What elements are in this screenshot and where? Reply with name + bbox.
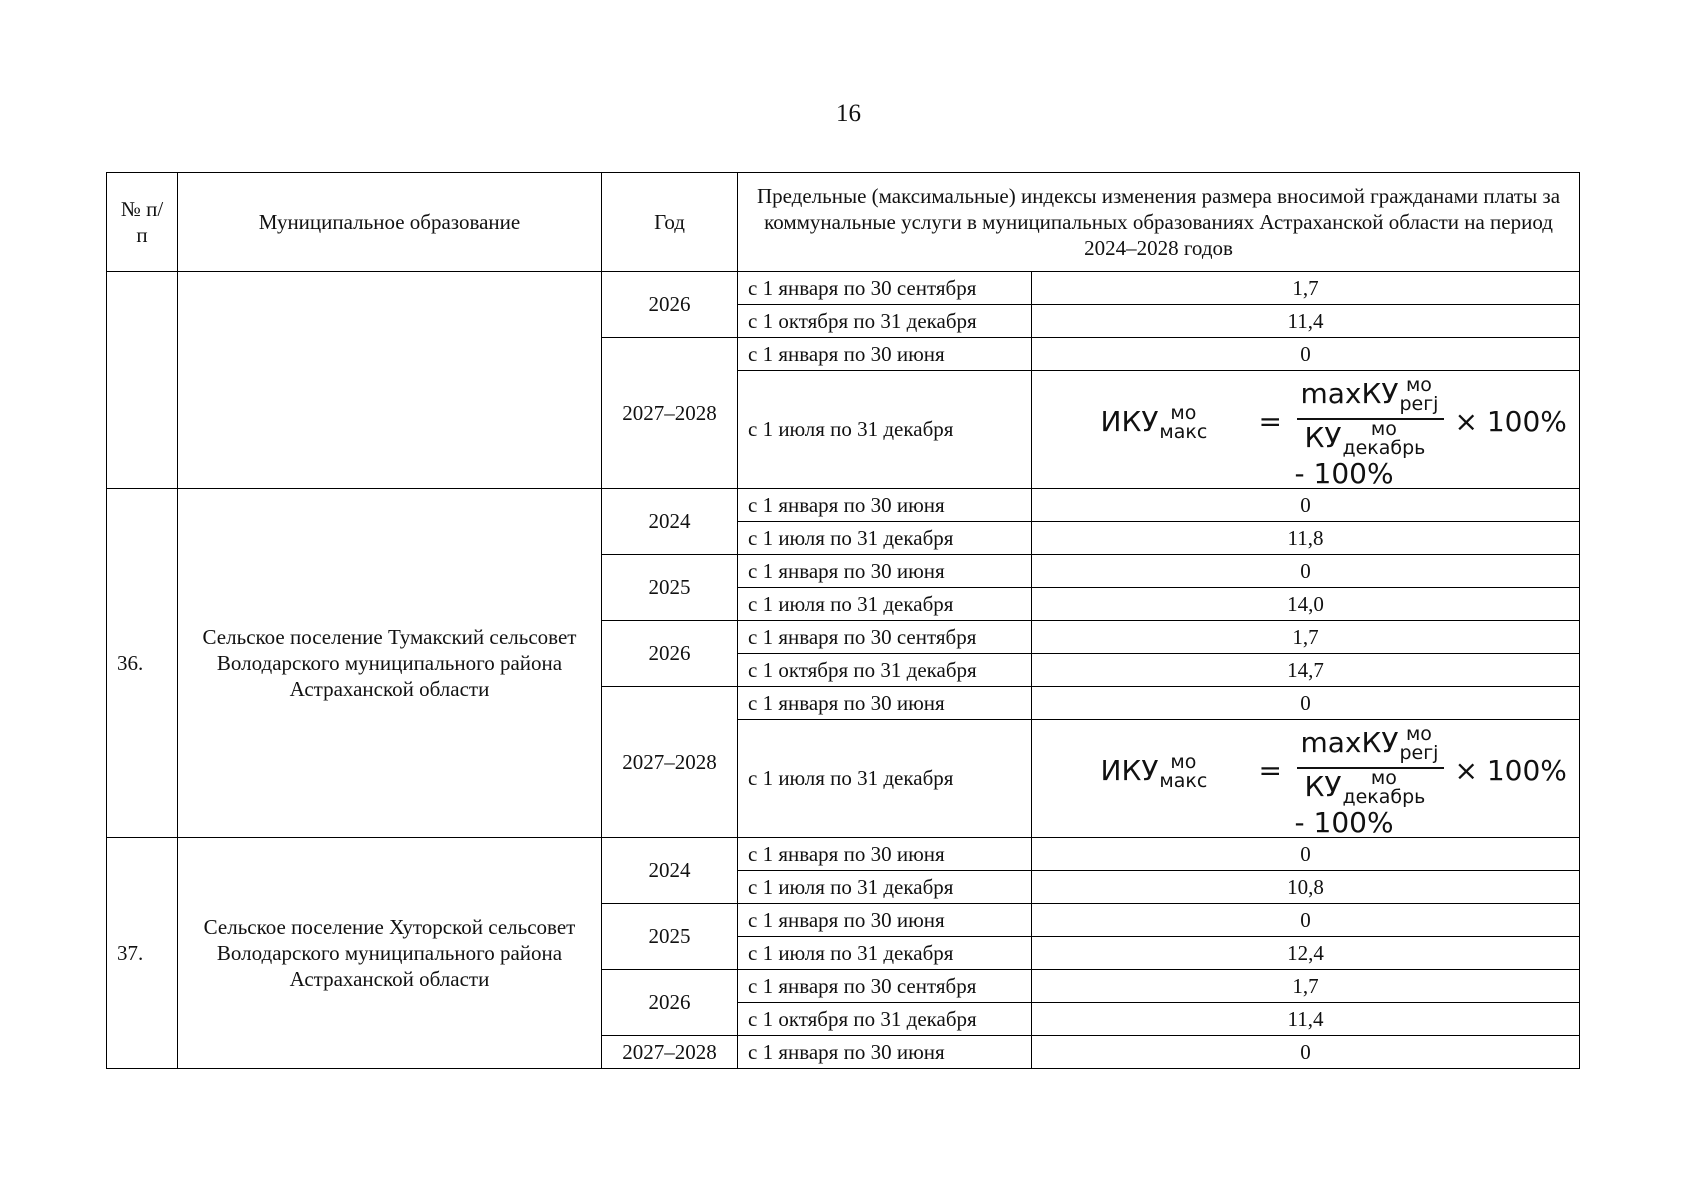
period-cell: с 1 октября по 31 декабря <box>738 305 1032 338</box>
formula-den-base: КУ <box>1304 420 1342 454</box>
period-cell: с 1 июля по 31 декабря <box>738 588 1032 621</box>
formula-den-sub: декабрь <box>1342 785 1426 808</box>
formula-num-sup: мо <box>1405 723 1432 746</box>
table-row <box>107 272 1580 305</box>
year-cell: 2027–2028 <box>602 338 738 489</box>
index-value: 1,7 <box>1032 272 1580 305</box>
formula-den-sup: мо <box>1370 767 1397 790</box>
year-cell: 2026 <box>602 272 738 338</box>
table-row <box>107 838 1580 871</box>
period-cell: с 1 июля по 31 декабря <box>738 871 1032 904</box>
index-value: 10,8 <box>1032 871 1580 904</box>
formula-numerator <box>1301 725 1439 762</box>
table-row <box>107 489 1580 522</box>
row-number-cell <box>107 272 178 489</box>
formula-equals: = <box>1258 404 1282 438</box>
formula-den-sup: мо <box>1370 418 1397 441</box>
page-number: 16 <box>836 100 861 127</box>
index-value: 14,7 <box>1032 654 1580 687</box>
index-value: 0 <box>1032 904 1580 937</box>
formula-lhs-base: ИКУ <box>1100 753 1159 787</box>
period-cell: с 1 октября по 31 декабря <box>738 1003 1032 1036</box>
period-cell: с 1 января по 30 сентября <box>738 621 1032 654</box>
index-value: 11,8 <box>1032 522 1580 555</box>
formula-lhs-sup: мо <box>1170 751 1197 774</box>
period-cell: с 1 июля по 31 декабря <box>738 720 1032 838</box>
formula-times: × 100% <box>1454 404 1567 438</box>
period-cell: с 1 октября по 31 декабря <box>738 654 1032 687</box>
row-number-cell: 36. <box>107 489 178 838</box>
formula-cell <box>1032 371 1580 489</box>
formula-den-base: КУ <box>1304 769 1342 803</box>
formula-num-base: maxКУ <box>1300 376 1399 410</box>
municipality-cell: Сельское поселение Тумакский сельсовет Володарского муниципального района Астраханской области <box>178 489 602 838</box>
header-index: Предельные (максимальные) индексы изменения размера вносимой гражданами платы за коммунальные услуги в муниципальных образованиях Астраханской области на период 2024–2028 годов <box>738 173 1580 272</box>
year-cell: 2024 <box>602 489 738 555</box>
index-formula <box>1091 723 1567 839</box>
formula-num-base: maxКУ <box>1300 725 1399 759</box>
index-value: 12,4 <box>1032 937 1580 970</box>
index-value: 11,4 <box>1032 305 1580 338</box>
formula-denominator <box>1305 420 1426 457</box>
header-num: № п/п <box>107 173 178 272</box>
index-value: 0 <box>1032 1036 1580 1069</box>
header-row <box>107 173 1580 272</box>
formula-den-sub: декабрь <box>1342 436 1426 459</box>
year-cell: 2024 <box>602 838 738 904</box>
formula-minus: - 100% <box>1294 456 1394 490</box>
period-cell: с 1 июля по 31 декабря <box>738 522 1032 555</box>
formula-lhs-sub: макс <box>1159 769 1208 792</box>
period-cell: с 1 января по 30 июня <box>738 338 1032 371</box>
period-cell: с 1 января по 30 июня <box>738 687 1032 720</box>
period-cell: с 1 января по 30 сентября <box>738 272 1032 305</box>
index-value: 0 <box>1032 489 1580 522</box>
period-cell: с 1 июля по 31 декабря <box>738 371 1032 489</box>
formula-numerator <box>1301 376 1439 413</box>
formula-num-sub: регj <box>1399 741 1439 764</box>
year-cell: 2026 <box>602 970 738 1036</box>
index-value: 11,4 <box>1032 1003 1580 1036</box>
index-value: 0 <box>1032 687 1580 720</box>
period-cell: с 1 января по 30 июня <box>738 489 1032 522</box>
row-number-cell: 37. <box>107 838 178 1069</box>
formula-equals: = <box>1258 753 1282 787</box>
period-cell: с 1 января по 30 июня <box>738 904 1032 937</box>
formula-cell <box>1032 720 1580 838</box>
period-cell: с 1 января по 30 июня <box>738 1036 1032 1069</box>
index-table <box>106 172 1580 1069</box>
formula-lhs-sup: мо <box>1170 402 1197 425</box>
formula-times: × 100% <box>1454 753 1567 787</box>
formula-num-sub: регj <box>1399 392 1439 415</box>
formula-denominator <box>1305 769 1426 806</box>
header-year: Год <box>602 173 738 272</box>
index-value: 0 <box>1032 555 1580 588</box>
formula-lhs-sub: макс <box>1159 420 1208 443</box>
index-value: 0 <box>1032 338 1580 371</box>
year-cell: 2026 <box>602 621 738 687</box>
period-cell: с 1 января по 30 июня <box>738 838 1032 871</box>
index-value: 1,7 <box>1032 621 1580 654</box>
municipality-cell: Сельское поселение Хуторской сельсовет Володарского муниципального района Астраханской области <box>178 838 602 1069</box>
formula-lhs-base: ИКУ <box>1100 404 1159 438</box>
formula-minus: - 100% <box>1294 805 1394 839</box>
year-cell: 2027–2028 <box>602 1036 738 1069</box>
index-formula <box>1091 374 1567 490</box>
formula-num-sup: мо <box>1405 374 1432 397</box>
year-cell: 2025 <box>602 904 738 970</box>
period-cell: с 1 января по 30 июня <box>738 555 1032 588</box>
index-value: 1,7 <box>1032 970 1580 1003</box>
year-cell: 2025 <box>602 555 738 621</box>
municipality-cell <box>178 272 602 489</box>
index-value: 14,0 <box>1032 588 1580 621</box>
period-cell: с 1 января по 30 сентября <box>738 970 1032 1003</box>
index-value: 0 <box>1032 838 1580 871</box>
formula-lhs <box>1101 404 1208 441</box>
formula-lhs <box>1101 753 1208 790</box>
period-cell: с 1 июля по 31 декабря <box>738 937 1032 970</box>
year-cell: 2027–2028 <box>602 687 738 838</box>
header-municipality: Муниципальное образование <box>178 173 602 272</box>
